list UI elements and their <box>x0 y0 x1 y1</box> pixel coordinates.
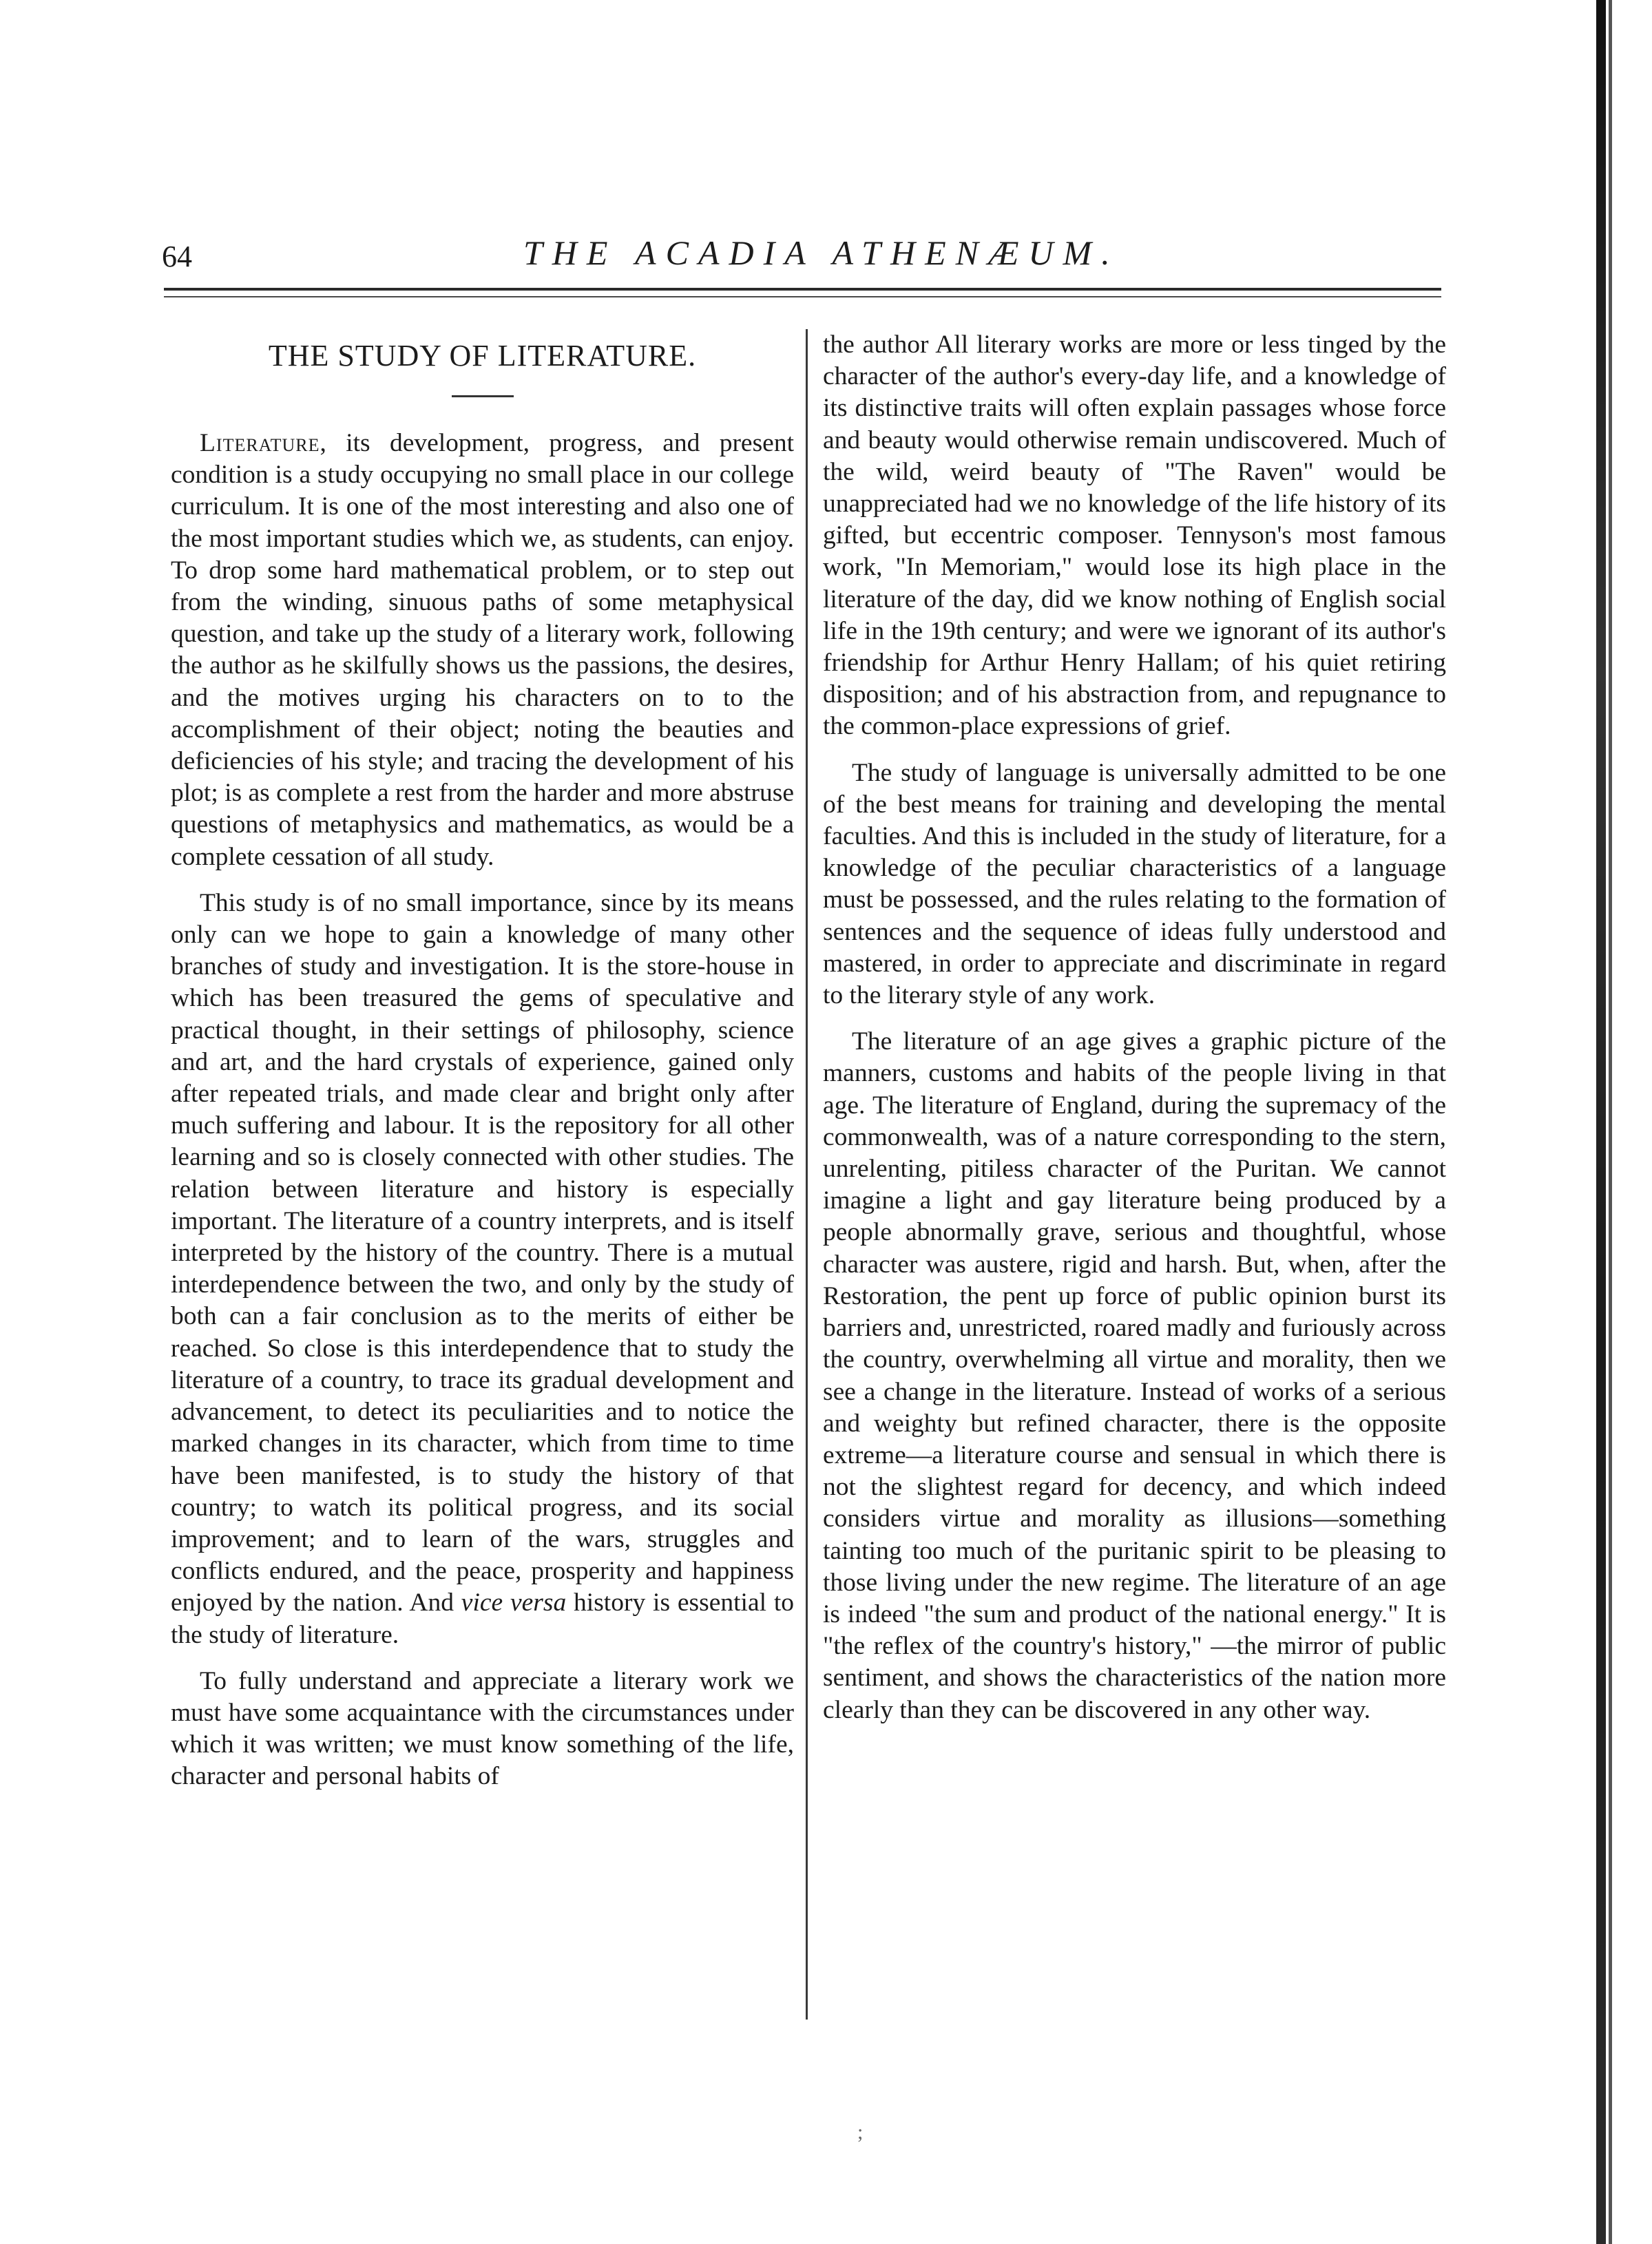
paragraph: To fully understand and appreciate a literary work we must have some acquaintance with the circumstances under which it was written; we must know something of the life, character and personal habits of <box>171 1666 794 1791</box>
paragraph: The literature of an age gives a graphic picture of the manners, customs and habits of the people living in that age. The literature of England, during the supremacy of the commonwealth, was of a nature corresponding to the stern, unrelenting, pitiless character of the Puritan. We cannot imagine a light and gay literature being produced by a people abnormally grave, serious and thoughtful, whose character was austere, rigid and harsh. But, when, after the Restoration, the pent up force of public opinion burst its barriers and, unrestricted, roared madly and furiously across the country, overwhelming all virtue and morality, then we see a change in the literature. Instead of works of a serious and weighty but refined character, there is the opposite extreme—a literature course and sensual in which there is not the slightest regard for decency, and which indeed considers virtue and morality as illusions—something tainting too much of the puritanic spirit to be pleasing to those living under the new regime. The literature of an age is indeed "the sum and product of the national energy." It is "the reflex of the country's history," —the mirror of public sentiment, and shows the characteristics of the nation more clearly than they can be discovered in any other way. <box>823 1027 1446 1724</box>
title-rule <box>452 395 514 397</box>
article-title: THE STUDY OF LITERATURE. <box>268 339 697 373</box>
paragraph: The study of language is universally admitted to be one of the best means for training and developing the mental faculties. And this is included in the study of literature, for a knowledge of the peculiar characteristics of a language must be possessed, and the rules relating to the formation of sentences and the sequence of ideas fully understood and mastered, in order to appreciate and discriminate in regard to the literary style of any work. <box>823 758 1446 1010</box>
paragraph: the author All literary works are more or less tinged by the character of the author's every-day life, and a knowledge of its distinctive traits will often explain passages whose force and beauty would otherwise remain undiscovered. Much of the wild, weird beauty of "The Raven" would be unappreciated had we no knowledge of the life history of its gifted, but eccentric composer. Tennyson's most famous work, "In Memoriam," would lose its high place in the literature of the day, did we know nothing of English social life in the 19th century; and were we ignorant of its author's friendship for Arthur Henry Hallam; of his quiet retiring disposition; and of his abstraction from, and repugnance to the common-place expressions of grief. <box>823 331 1446 741</box>
paragraph <box>171 888 794 1651</box>
page-number: 64 <box>162 240 192 273</box>
paragraph <box>171 428 794 873</box>
page-edge-shadow-inner <box>1609 0 1612 2244</box>
header-rule <box>164 288 1441 291</box>
stray-ink-marks: ; <box>857 2121 864 2143</box>
running-title: THE ACADIA ATHENÆUM. <box>523 233 1120 272</box>
italic-phrase: vice versa <box>461 1588 567 1617</box>
paragraph-text: history is essential to the study of literature. <box>171 1588 795 1649</box>
right-column <box>823 329 1446 1726</box>
paragraph-text: This study is of no small importance, since by its means only can we hope to gain a knowledge of many other branches of study and investigation. It is the store-house in which has been treasured the gems of speculative and practical thought, in their settings of philosophy, science and art, and the hard crystals of experience, gained only after repeated trials, and made clear and bright only after much suffering and labour. It is the repository for all other learning and so is closely connected with other studies. The relation between literature and history is especially important. The literature of a country interprets, and is itself interpreted by the history of the country. There is a mutual interdependence between the two, and only by the study of both can a fair conclusion as to the merits of either be reached. So close is this interdependence that to study the literature of a country, to trace its gradual development and advancement, to detect its peculiarities and to notice the marked changes in its character, which from time to time have been manifested, is to study the history of that country; to watch its political progress, and its social improvement; and to learn of the wars, struggles and conflicts endured, and the peace, prosperity and happiness enjoyed by the nation. And <box>171 888 794 1617</box>
drop-word: Literature <box>200 429 320 457</box>
left-column <box>171 329 794 1793</box>
column-divider <box>806 329 808 2020</box>
page-edge-shadow <box>1596 0 1606 2244</box>
paragraph-text: , its development, progress, and present condition is a study occupying no small place in our college curriculum. It is one of the most interesting and also one of the most important studies which we, as students, can enjoy. To drop some hard mathematical problem, or to step out from the winding, sinuous paths of some metaphysical question, and take up the study of a literary work, following the author as he skilfully shows us the passions, the desires, and the motives urging his characters on to to the accomplishment of their object; noting the beauties and deficiencies of his style; and tracing the development of his plot; is as complete a rest from the harder and more abstruse questions of metaphysics and mathematics, as would be a complete cessation of all study. <box>171 429 794 871</box>
header-rule-thin <box>164 296 1441 297</box>
